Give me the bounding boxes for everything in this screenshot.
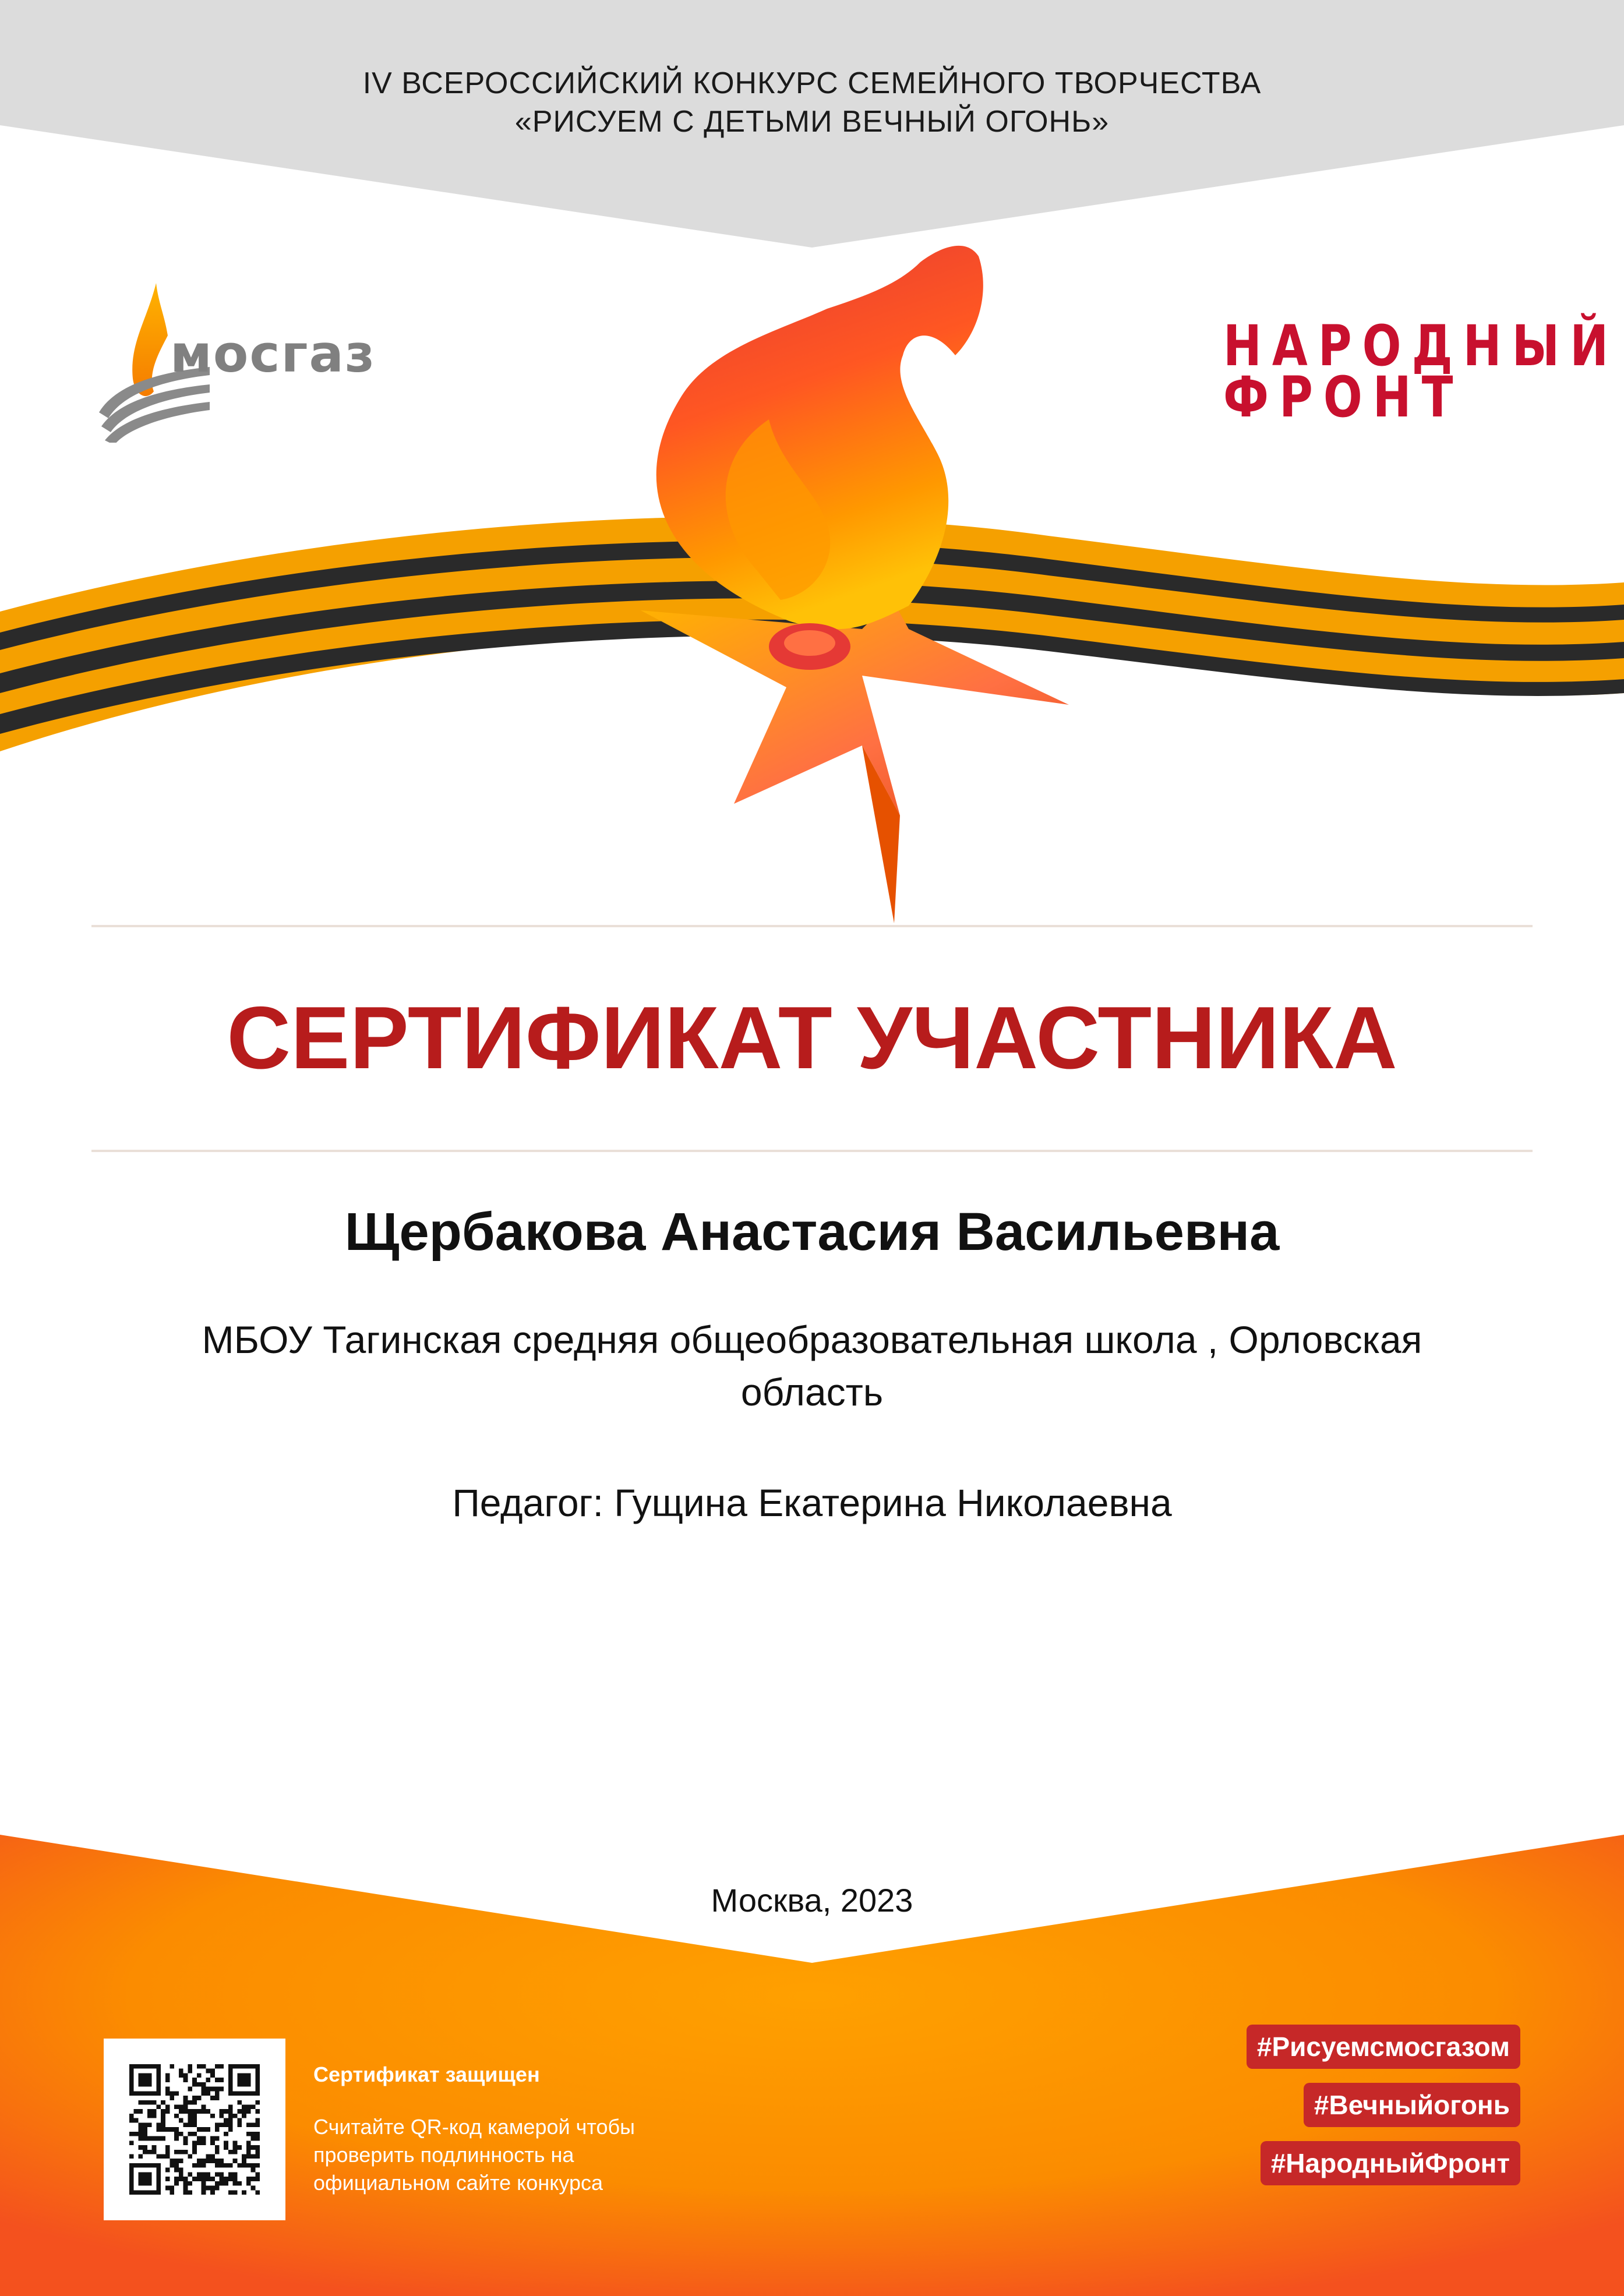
narodny-front-logo [1223, 313, 1619, 430]
mosgaz-logo [93, 280, 425, 443]
qr-code-icon [129, 2064, 260, 2195]
divider-top [91, 925, 1533, 927]
contest-title-line2: «РИСУЕМ С ДЕТЬМИ ВЕЧНЫЙ ОГОНЬ» [514, 105, 1110, 139]
mosgaz-wordmark: мосгаз [170, 324, 376, 384]
certificate-protected-text: Считайте QR-код камерой чтобы проверить подлинность на официальном сайте конкурса [313, 2115, 636, 2195]
city-year: Москва, 2023 [711, 1882, 913, 1919]
teacher-name: Педагог: Гущина Екатерина Николаевна [452, 1481, 1172, 1524]
school-name: МБОУ Тагинская средняя общеобразовательная школа , Орловская область [202, 1318, 1422, 1414]
hashtag-risuemsmosgazom[interactable]: #Рисуемсмосгазом [1247, 2025, 1520, 2069]
contest-title [0, 64, 1624, 141]
narodny-front-line2: ФРОНТ [1223, 365, 1464, 430]
hashtag-vechnyiogon[interactable]: #Вечныйогонь [1304, 2083, 1520, 2127]
qr-code-box[interactable] [104, 2039, 285, 2220]
eternal-flame-star-icon [536, 245, 1118, 926]
participant-name: Щербакова Анастасия Васильевна [344, 1202, 1280, 1262]
narodny-front-line1: НАРОДНЫЙ [1223, 313, 1619, 379]
certificate-title: СЕРТИФИКАТ УЧАСТНИКА [227, 988, 1397, 1087]
certificate-protected-title: Сертификат защищен [313, 2062, 540, 2086]
contest-title-line1: IV ВСЕРОССИЙСКИЙ КОНКУРС СЕМЕЙНОГО ТВОРЧЕСТВА [362, 66, 1262, 100]
divider-bottom [91, 1150, 1533, 1152]
hashtag-narodnyifront[interactable]: #НародныйФронт [1261, 2141, 1520, 2185]
